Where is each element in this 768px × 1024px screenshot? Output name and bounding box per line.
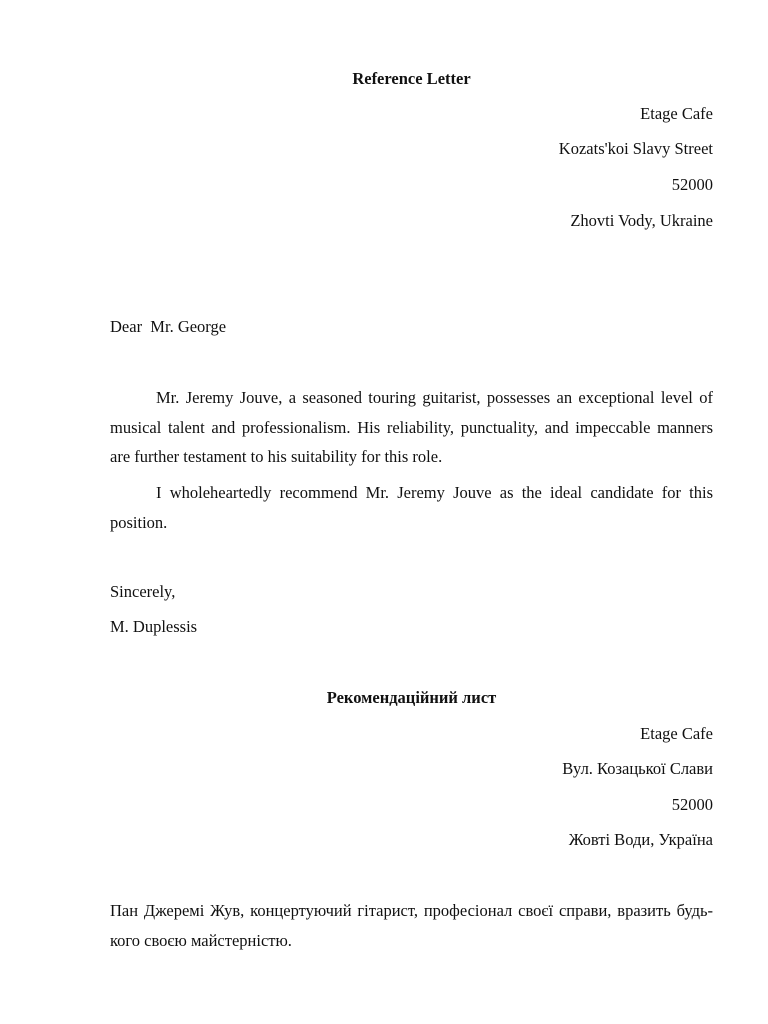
signature: M. Duplessis bbox=[110, 617, 198, 636]
body-paragraph-1: Mr. Jeremy Jouve, a seasoned touring guitarist, possesses an exceptional level of musical talent and professionalism. His reliability, punctuality, and impeccable manners are further testament to his suitability for this role. bbox=[110, 388, 713, 466]
address-street: Kozats'koi Slavy Street bbox=[558, 139, 713, 158]
address-city: Zhovti Vody, Ukraine bbox=[570, 211, 713, 230]
address-postal-code-uk: 52000 bbox=[671, 795, 713, 814]
body-paragraph-uk-1: Пан Джеремі Жув, концертуючий гітарист, професіонал своєї справи, вразить будь-кого своєю майстерністю. bbox=[110, 901, 713, 950]
address-name: Etage Cafe bbox=[640, 104, 713, 123]
letter-title-uk: Рекомендаційний лист bbox=[326, 688, 497, 707]
closing: Sincerely, bbox=[110, 582, 176, 601]
letter-title: Reference Letter bbox=[352, 69, 471, 88]
document-page bbox=[110, 0, 713, 1024]
address-postal-code: 52000 bbox=[671, 175, 713, 194]
address-street-uk: Вул. Козацької Слави bbox=[562, 759, 713, 778]
body-paragraph-2: I wholeheartedly recommend Mr. Jeremy Jouve as the ideal candidate for this position. bbox=[110, 483, 713, 532]
address-name-uk: Etage Cafe bbox=[640, 724, 713, 743]
salutation: Dear Mr. George bbox=[110, 317, 227, 336]
address-city-uk: Жовті Води, Україна bbox=[568, 830, 713, 849]
